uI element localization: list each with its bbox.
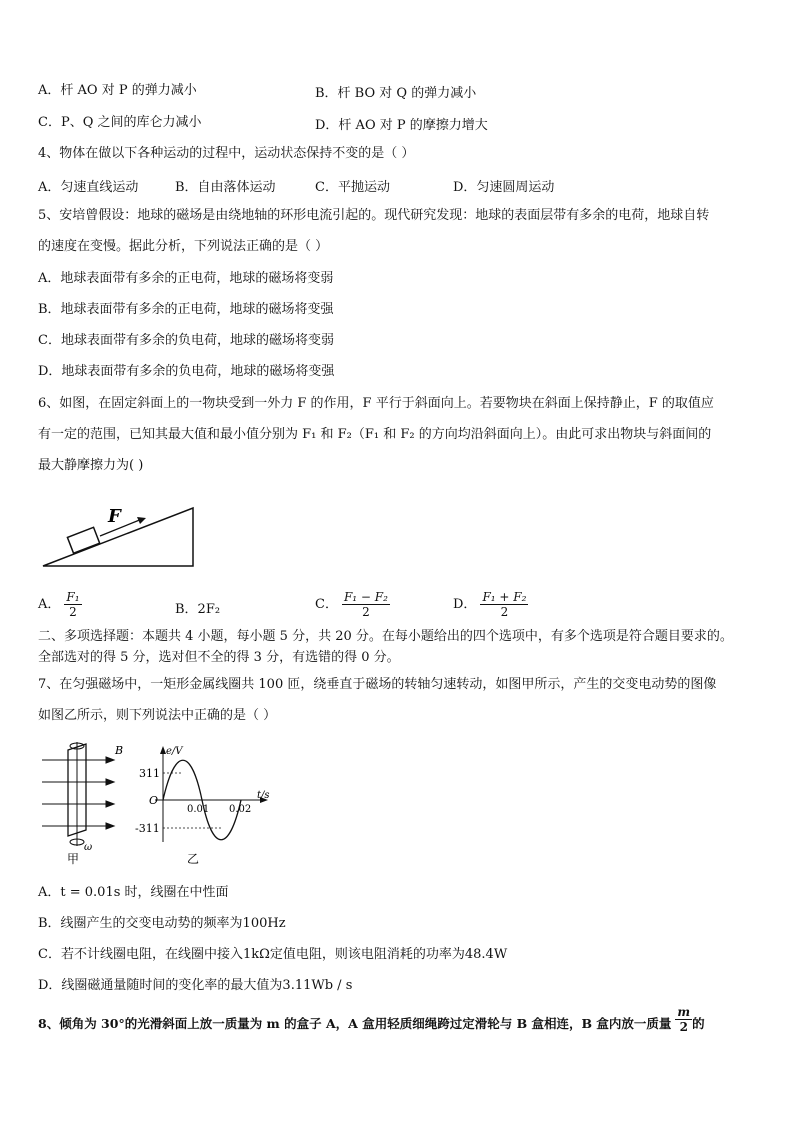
q5-option-b: B．地球表面带有多余的正电荷，地球的磁场将变强 — [38, 302, 334, 317]
figure-yi — [135, 742, 280, 870]
t1-label: 0.01 — [187, 804, 210, 815]
q7-option-a: A．t = 0.01s 时，线圈在中性面 — [38, 885, 229, 900]
ymax-label: 311 — [139, 767, 160, 780]
q3-option-b: B．杆 BO 对 Q 的弹力减小 — [315, 86, 477, 101]
q6-c-num: F₁ − F₂ — [343, 590, 388, 604]
q4-option-d: D．匀速圆周运动 — [453, 180, 555, 195]
q3-option-c: C．P、Q 之间的库仑力减小 — [38, 115, 202, 130]
block — [67, 527, 99, 553]
q5-option-c: C．地球表面带有多余的负电荷，地球的磁场将变弱 — [38, 333, 334, 348]
q6-option-d: D． $\frac{\text{F₁ + F₂}}{2}$ — [453, 590, 527, 619]
force-arrow — [100, 519, 142, 536]
q6-option-a: A． $\frac{\text{F₁}}{2}$ — [38, 590, 80, 619]
q3-option-d: D．杆 AO 对 P 的摩擦力增大 — [315, 118, 488, 133]
omega-label: ω — [84, 842, 93, 853]
q7-option-d: D．线圈磁通量随时间的变化率的最大值为3.11Wb / s — [38, 978, 353, 993]
yi-caption: 乙 — [187, 852, 200, 866]
b-field-label: B — [115, 744, 124, 757]
q4-option-c: C．平抛运动 — [315, 180, 390, 195]
origin-label: O — [149, 794, 159, 807]
t2-label: 0.02 — [229, 804, 252, 815]
q6-option-c: C． $\frac{\text{F₁ − F₂}}{2}$ — [315, 590, 388, 619]
q6-stem-line2: 有一定的范围，已知其最大值和最小值分别为 F₁ 和 F₂（F₁ 和 F₂ 的方向均沿斜面向上）。由此可求出物块与斜面间的 — [38, 427, 712, 442]
q6-a-den: 2 — [69, 605, 77, 619]
q6-d-num: F₁ + F₂ — [482, 590, 527, 604]
q3-option-a: A．杆 AO 对 P 的弹力减小 — [38, 83, 197, 98]
q7-option-b: B．线圈产生的交变电动势的频率为100Hz — [38, 916, 286, 931]
q8-frac-num: m — [677, 1005, 691, 1019]
q4-option-b: B．自由落体运动 — [175, 180, 276, 195]
q7-stem-line2: 如图乙所示，则下列说法中正确的是（ ） — [38, 708, 277, 723]
section2-line2: 全部选对的得 5 分，选对但不全的得 3 分，有选错的得 0 分。 — [38, 650, 400, 665]
q6-c-den: 2 — [362, 605, 370, 619]
section2-line1: 二、多项选择题：本题共 4 小题，每小题 5 分，共 20 分。在每小题给出的四个选项中，有多个选项是符合题目要求的。 — [38, 629, 733, 644]
q4-option-a: A．匀速直线运动 — [38, 180, 139, 195]
q5-stem-line1: 5、安培曾假设：地球的磁场是由绕地轴的环形电流引起的。现代研究发现：地球的表面层带有多余的电荷，地球自转 — [38, 208, 710, 223]
q6-d-den: 2 — [500, 605, 509, 619]
q5-option-a: A．地球表面带有多余的正电荷，地球的磁场将变弱 — [38, 271, 334, 286]
q5-stem-line2: 的速度在变慢。据此分析，下列说法正确的是（ ） — [38, 239, 329, 254]
ymin-label: -311 — [135, 822, 160, 835]
y-axis-label: e/V — [166, 746, 183, 757]
q6-stem-line1: 6、如图，在固定斜面上的一物块受到一外力 F 的作用，F 平行于斜面向上。若要物块在斜面上保持静止，F 的取值应 — [38, 396, 714, 411]
figure-jia — [38, 742, 130, 870]
incline-figure — [40, 498, 200, 570]
q7-option-c: C．若不计线圈电阻，在线圈中接入1kΩ定值电阻，则该电阻消耗的功率为48.4W — [38, 947, 508, 962]
force-label: F — [108, 506, 121, 527]
q5-option-d: D．地球表面带有多余的负电荷，地球的磁场将变强 — [38, 364, 335, 379]
q7-stem-line1: 7、在匀强磁场中，一矩形金属线圈共 100 匝，绕垂直于磁场的转轴匀速转动，如图甲所示，产生的交变电动势的图像 — [38, 677, 717, 692]
q8-stem: 8、倾角为 30°的光滑斜面上放一质量为 m 的盒子 A，A 盒用轻质细绳跨过定滑轮与 B 盒相连，B 盒内放一质量 $\frac{m}{2}$ 的 — [38, 1005, 705, 1034]
jia-caption: 甲 — [67, 852, 80, 866]
q6-a-num: F₁ — [66, 590, 80, 604]
x-axis-label: t/s — [257, 790, 270, 801]
q6-option-b: B．2F₂ — [175, 602, 221, 617]
q4-stem: 4、物体在做以下各种运动的过程中，运动状态保持不变的是（ ） — [38, 146, 415, 161]
q8-frac-den: 2 — [679, 1020, 688, 1034]
q6-stem-line3: 最大静摩擦力为( ) — [38, 458, 144, 473]
